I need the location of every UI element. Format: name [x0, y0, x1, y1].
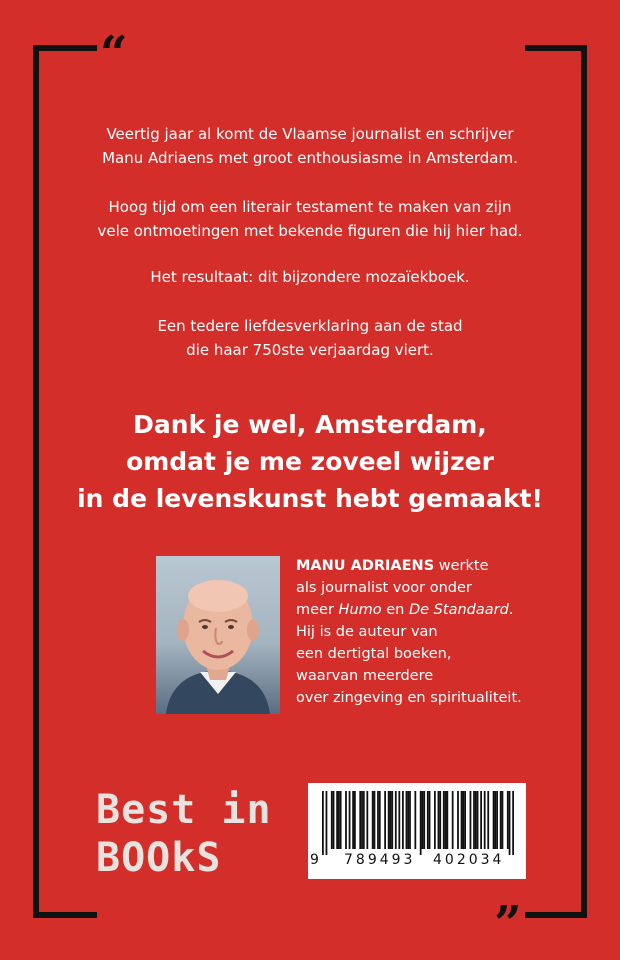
- bio-line: [296, 599, 526, 621]
- intro-paragraph-2: [0, 195, 620, 243]
- tagline-line: Dank je wel, Amsterdam,: [133, 410, 487, 439]
- bio-text: werkte: [434, 558, 489, 574]
- intro-paragraph-3: [0, 265, 620, 289]
- barcode-bar: [473, 791, 475, 849]
- barcode-bar: [480, 791, 482, 849]
- barcode-bar: [494, 791, 496, 849]
- barcode-bar: [446, 791, 448, 849]
- frame-bottom-right-horizontal: [525, 912, 587, 918]
- barcode-bar: [484, 791, 486, 849]
- barcode-bar: [391, 791, 393, 849]
- author-bio: [296, 555, 526, 709]
- barcode-bar: [487, 791, 489, 849]
- intro-line: Het resultaat: dit bijzondere mozaïekboek.: [150, 268, 470, 286]
- barcode-bar: [423, 791, 425, 849]
- frame-bottom-left-horizontal: [33, 912, 97, 918]
- barcode-bar: [409, 791, 411, 849]
- barcode-bar: [366, 791, 368, 849]
- intro-line: Een tedere liefdesverklaring aan de stad: [157, 317, 463, 335]
- barcode-bar: [420, 791, 422, 855]
- isbn-number: [308, 852, 526, 874]
- publication-humo: Humo: [338, 602, 382, 618]
- frame-top-left-horizontal: [33, 45, 97, 51]
- bio-line: een dertigtal boeken,: [296, 646, 452, 662]
- barcode-bar: [439, 791, 441, 849]
- tagline: [0, 406, 620, 517]
- barcode-bar: [388, 791, 390, 849]
- intro-paragraph-1: [0, 122, 620, 170]
- barcode: [308, 783, 526, 879]
- barcode-bar: [363, 791, 365, 849]
- open-quote-mark: “: [100, 26, 128, 82]
- intro-line: Hoog tijd om een literair testament te maken van zijn: [108, 198, 512, 216]
- intro-line: vele ontmoetingen met bekende figuren die hij hier had.: [97, 222, 523, 240]
- barcode-bar: [352, 791, 354, 849]
- bio-line: [296, 555, 526, 577]
- barcode-bar: [507, 791, 509, 849]
- publication-de-standaard: De Standaard: [408, 602, 509, 618]
- barcode-bar: [390, 791, 392, 849]
- intro-paragraph-4: [0, 314, 620, 362]
- publisher-logo-line: Best in: [96, 787, 272, 833]
- publisher-logo: [96, 786, 272, 882]
- isbn-group-1: 789493: [344, 852, 416, 868]
- tagline-line: omdat je me zoveel wijzer: [126, 447, 494, 476]
- bio-text: .: [508, 602, 514, 618]
- bio-line: over zingeving en spiritualiteit.: [296, 690, 522, 706]
- barcode-bar: [493, 791, 495, 849]
- barcode-bar: [407, 791, 409, 849]
- barcode-bar: [333, 791, 335, 849]
- barcode-bar: [512, 791, 514, 855]
- barcode-bar: [470, 791, 472, 849]
- intro-line: Veertig jaar al komt de Vlaamse journalist en schrijver: [106, 125, 514, 143]
- barcode-bar: [496, 791, 498, 849]
- barcode-bar: [464, 791, 466, 849]
- tagline-line: in de levenskunst hebt gemaakt!: [77, 484, 543, 513]
- barcode-bar: [377, 791, 379, 849]
- bio-line: waarvan meerdere: [296, 668, 434, 684]
- barcode-bar: [462, 791, 464, 849]
- barcode-bar: [361, 791, 363, 849]
- barcode-bar: [384, 791, 386, 849]
- barcode-bar: [379, 791, 381, 849]
- barcode-bar: [338, 791, 340, 849]
- barcode-bar: [434, 791, 436, 849]
- bio-line: als journalist voor onder: [296, 580, 472, 596]
- barcode-bar: [477, 791, 479, 849]
- bio-text: meer: [296, 602, 339, 618]
- author-portrait-illustration: [156, 556, 280, 714]
- intro-line: Manu Adriaens met groot enthousiasme in Amsterdam.: [102, 149, 518, 167]
- bio-line: Hij is de auteur van: [296, 624, 438, 640]
- publisher-logo-line: BOOkS: [96, 835, 222, 881]
- barcode-bar: [445, 791, 447, 849]
- bio-text: en: [381, 602, 409, 618]
- barcode-bar: [461, 791, 463, 849]
- close-quote-mark: ”: [494, 896, 522, 952]
- barcode-bar: [398, 791, 400, 849]
- barcode-bar: [359, 791, 361, 849]
- barcode-bar: [336, 791, 338, 849]
- barcode-bar: [452, 791, 454, 849]
- barcode-bar: [402, 791, 404, 849]
- barcode-bar: [427, 791, 429, 849]
- barcode-bar: [438, 791, 440, 849]
- barcode-bar: [443, 791, 445, 849]
- barcode-bar: [457, 791, 459, 849]
- isbn-group-2: 402034: [433, 852, 505, 868]
- frame-top-right-horizontal: [525, 45, 587, 51]
- author-photo: [156, 556, 280, 714]
- barcode-bar: [422, 791, 424, 849]
- barcode-bar: [326, 791, 328, 855]
- barcode-bar: [429, 791, 431, 849]
- barcode-bar: [500, 791, 502, 849]
- barcode-bar: [502, 791, 504, 849]
- barcode-bar: [349, 791, 351, 849]
- barcode-bar: [322, 791, 324, 855]
- barcode-bar: [372, 791, 374, 849]
- barcode-bar: [509, 791, 511, 855]
- barcode-bar: [340, 791, 342, 849]
- barcode-bar: [406, 791, 408, 849]
- barcode-bar: [414, 791, 416, 849]
- barcode-bar: [331, 791, 333, 849]
- barcode-bars: [308, 783, 526, 855]
- intro-line: die haar 750ste verjaardag viert.: [186, 341, 434, 359]
- isbn-prefix: 9: [310, 852, 319, 868]
- barcode-bar: [374, 791, 376, 849]
- author-name: MANU ADRIAENS: [296, 558, 435, 574]
- barcode-bar: [345, 791, 347, 849]
- barcode-bar: [475, 791, 477, 849]
- barcode-bar: [395, 791, 397, 849]
- barcode-bar: [354, 791, 356, 849]
